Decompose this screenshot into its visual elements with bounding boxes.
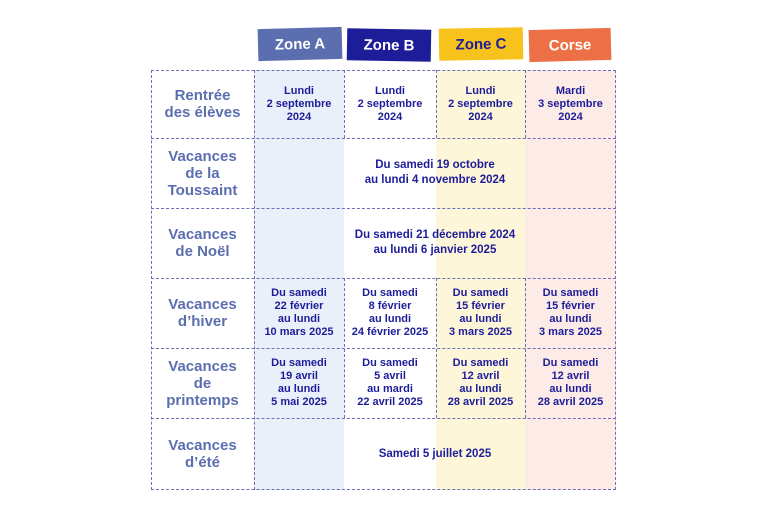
printemps-corse: Du samedi 12 avril au lundi 28 avril 2025 (537, 357, 604, 408)
ete-all-zones: Samedi 5 juillet 2025 (378, 447, 492, 460)
printemps-zone-c: Du samedi 12 avril au lundi 28 avril 2025 (447, 357, 514, 408)
row-label-hiver: Vacances d’hiver (168, 296, 237, 330)
rentree-zone-b: Lundi 2 septembre 2024 (357, 84, 423, 123)
rentree-corse: Mardi 3 septembre 2024 (538, 84, 603, 123)
zone-c-header: Zone C (439, 27, 524, 60)
hiver-zone-b: Du samedi 8 février au lundi 24 février 2025 (351, 287, 429, 338)
hiver-zone-a: Du samedi 22 février au lundi 10 mars 2025 (264, 287, 334, 338)
zone-b-header: Zone B (347, 28, 432, 61)
noel-all-zones: Du samedi 21 décembre 2024 au lundi 6 janvier 2025 (354, 229, 516, 256)
rentree-zone-c: Lundi 2 septembre 2024 (448, 84, 513, 123)
printemps-zone-a: Du samedi 19 avril au lundi 5 mai 2025 (271, 357, 327, 408)
row-label-ete: Vacances d’été (168, 437, 237, 471)
toussaint-all-zones: Du samedi 19 octobre au lundi 4 novembre 2024 (364, 159, 506, 186)
corse-header: Corse (529, 28, 612, 62)
row-label-printemps: Vacances de printemps (166, 357, 239, 409)
rentree-zone-a: Lundi 2 septembre 2024 (266, 84, 332, 123)
hiver-zone-c: Du samedi 15 février au lundi 3 mars 2025 (449, 287, 512, 338)
row-label-toussaint: Vacances de la Toussaint (167, 147, 238, 199)
row-label-noel: Vacances de Noël (168, 226, 237, 260)
printemps-zone-b: Du samedi 5 avril au mardi 22 avril 2025 (357, 357, 423, 408)
hiver-corse: Du samedi 15 février au lundi 3 mars 2025 (539, 287, 602, 338)
zone-a-header: Zone A (258, 27, 343, 61)
row-label-rentree: Rentrée des élèves (164, 87, 241, 121)
